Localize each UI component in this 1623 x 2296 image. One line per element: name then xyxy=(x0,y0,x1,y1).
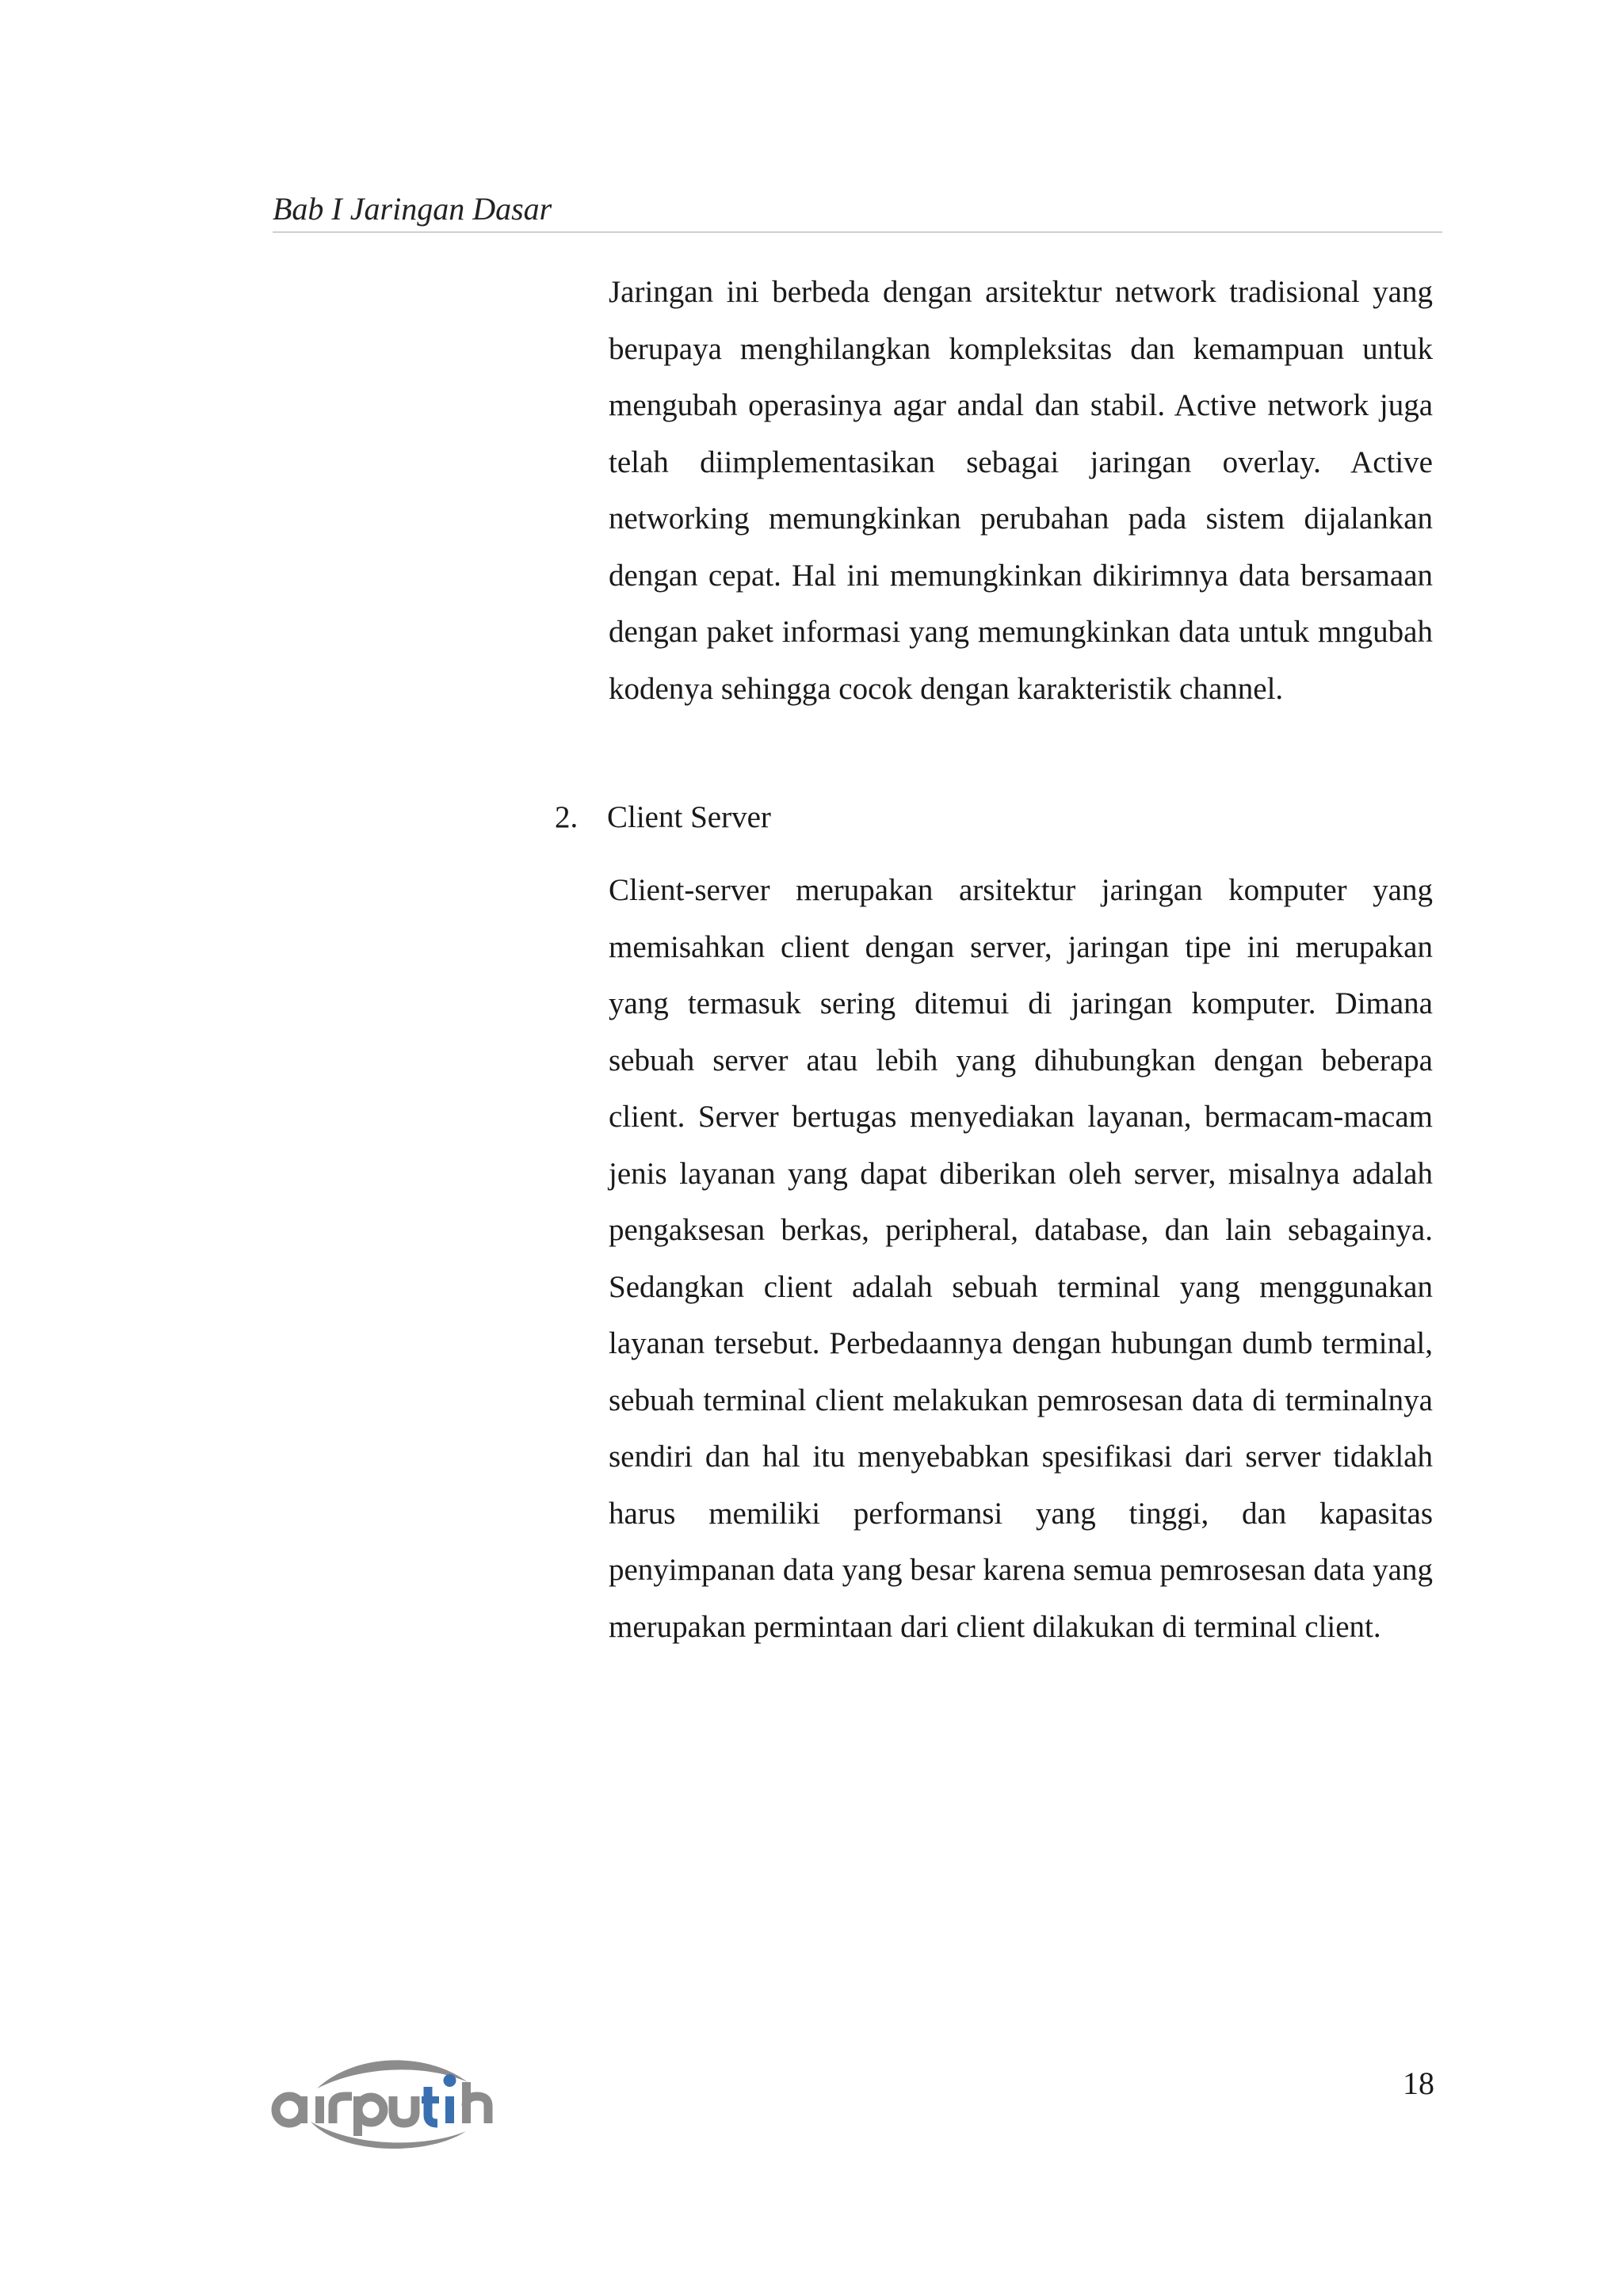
airputih-logo xyxy=(269,2050,515,2157)
paragraph-client-server: Client-server merupakan arsitektur jaringan komputer yang memisahkan client dengan server, jaringan tipe ini merupakan yang termasuk sering ditemui di jaringan komputer. Dimana sebuah server atau lebih yang dihubungkan dengan beberapa client. Server bertugas menyediakan layanan, bermacam-macam jenis layanan yang dapat diberikan oleh server, misalnya adalah pengaksesan berkas, peripheral, database, dan lain sebagainya. Sedangkan client adalah sebuah terminal yang menggunakan layanan tersebut. Perbedaannya dengan hubungan dumb terminal, sebuah terminal client melakukan pemrosesan data di terminalnya sendiri dan hal itu menyebabkan spesifikasi dari server tidaklah harus memiliki performansi yang tinggi, dan kapasitas penyimpanan data yang besar karena semua pemrosesan data yang merupakan permintaan dari client dilakukan di terminal client. xyxy=(609,873,1433,1644)
chapter-title: Bab I Jaringan Dasar xyxy=(273,191,552,227)
list-item-number: 2. xyxy=(555,800,579,834)
running-header xyxy=(273,190,1442,233)
page-number: 18 xyxy=(1403,2065,1434,2101)
list-item-label: Client Server xyxy=(607,800,771,834)
list-item-client-server xyxy=(555,789,771,846)
paragraph-active-network: Jaringan ini berbeda dengan arsitektur network tradisional yang berupaya menghilangkan kompleksitas dan kemampuan untuk mengubah operasinya agar andal dan stabil. Active network juga telah diimplementasikan sebagai jaringan overlay. Active networking memungkinkan perubahan pada sistem dijalankan dengan cepat. Hal ini memungkinkan dikirimnya data bersamaan dengan paket informasi yang memungkinkan data untuk mngubah kodenya sehingga cocok dengan karakteristik channel. xyxy=(609,275,1433,706)
